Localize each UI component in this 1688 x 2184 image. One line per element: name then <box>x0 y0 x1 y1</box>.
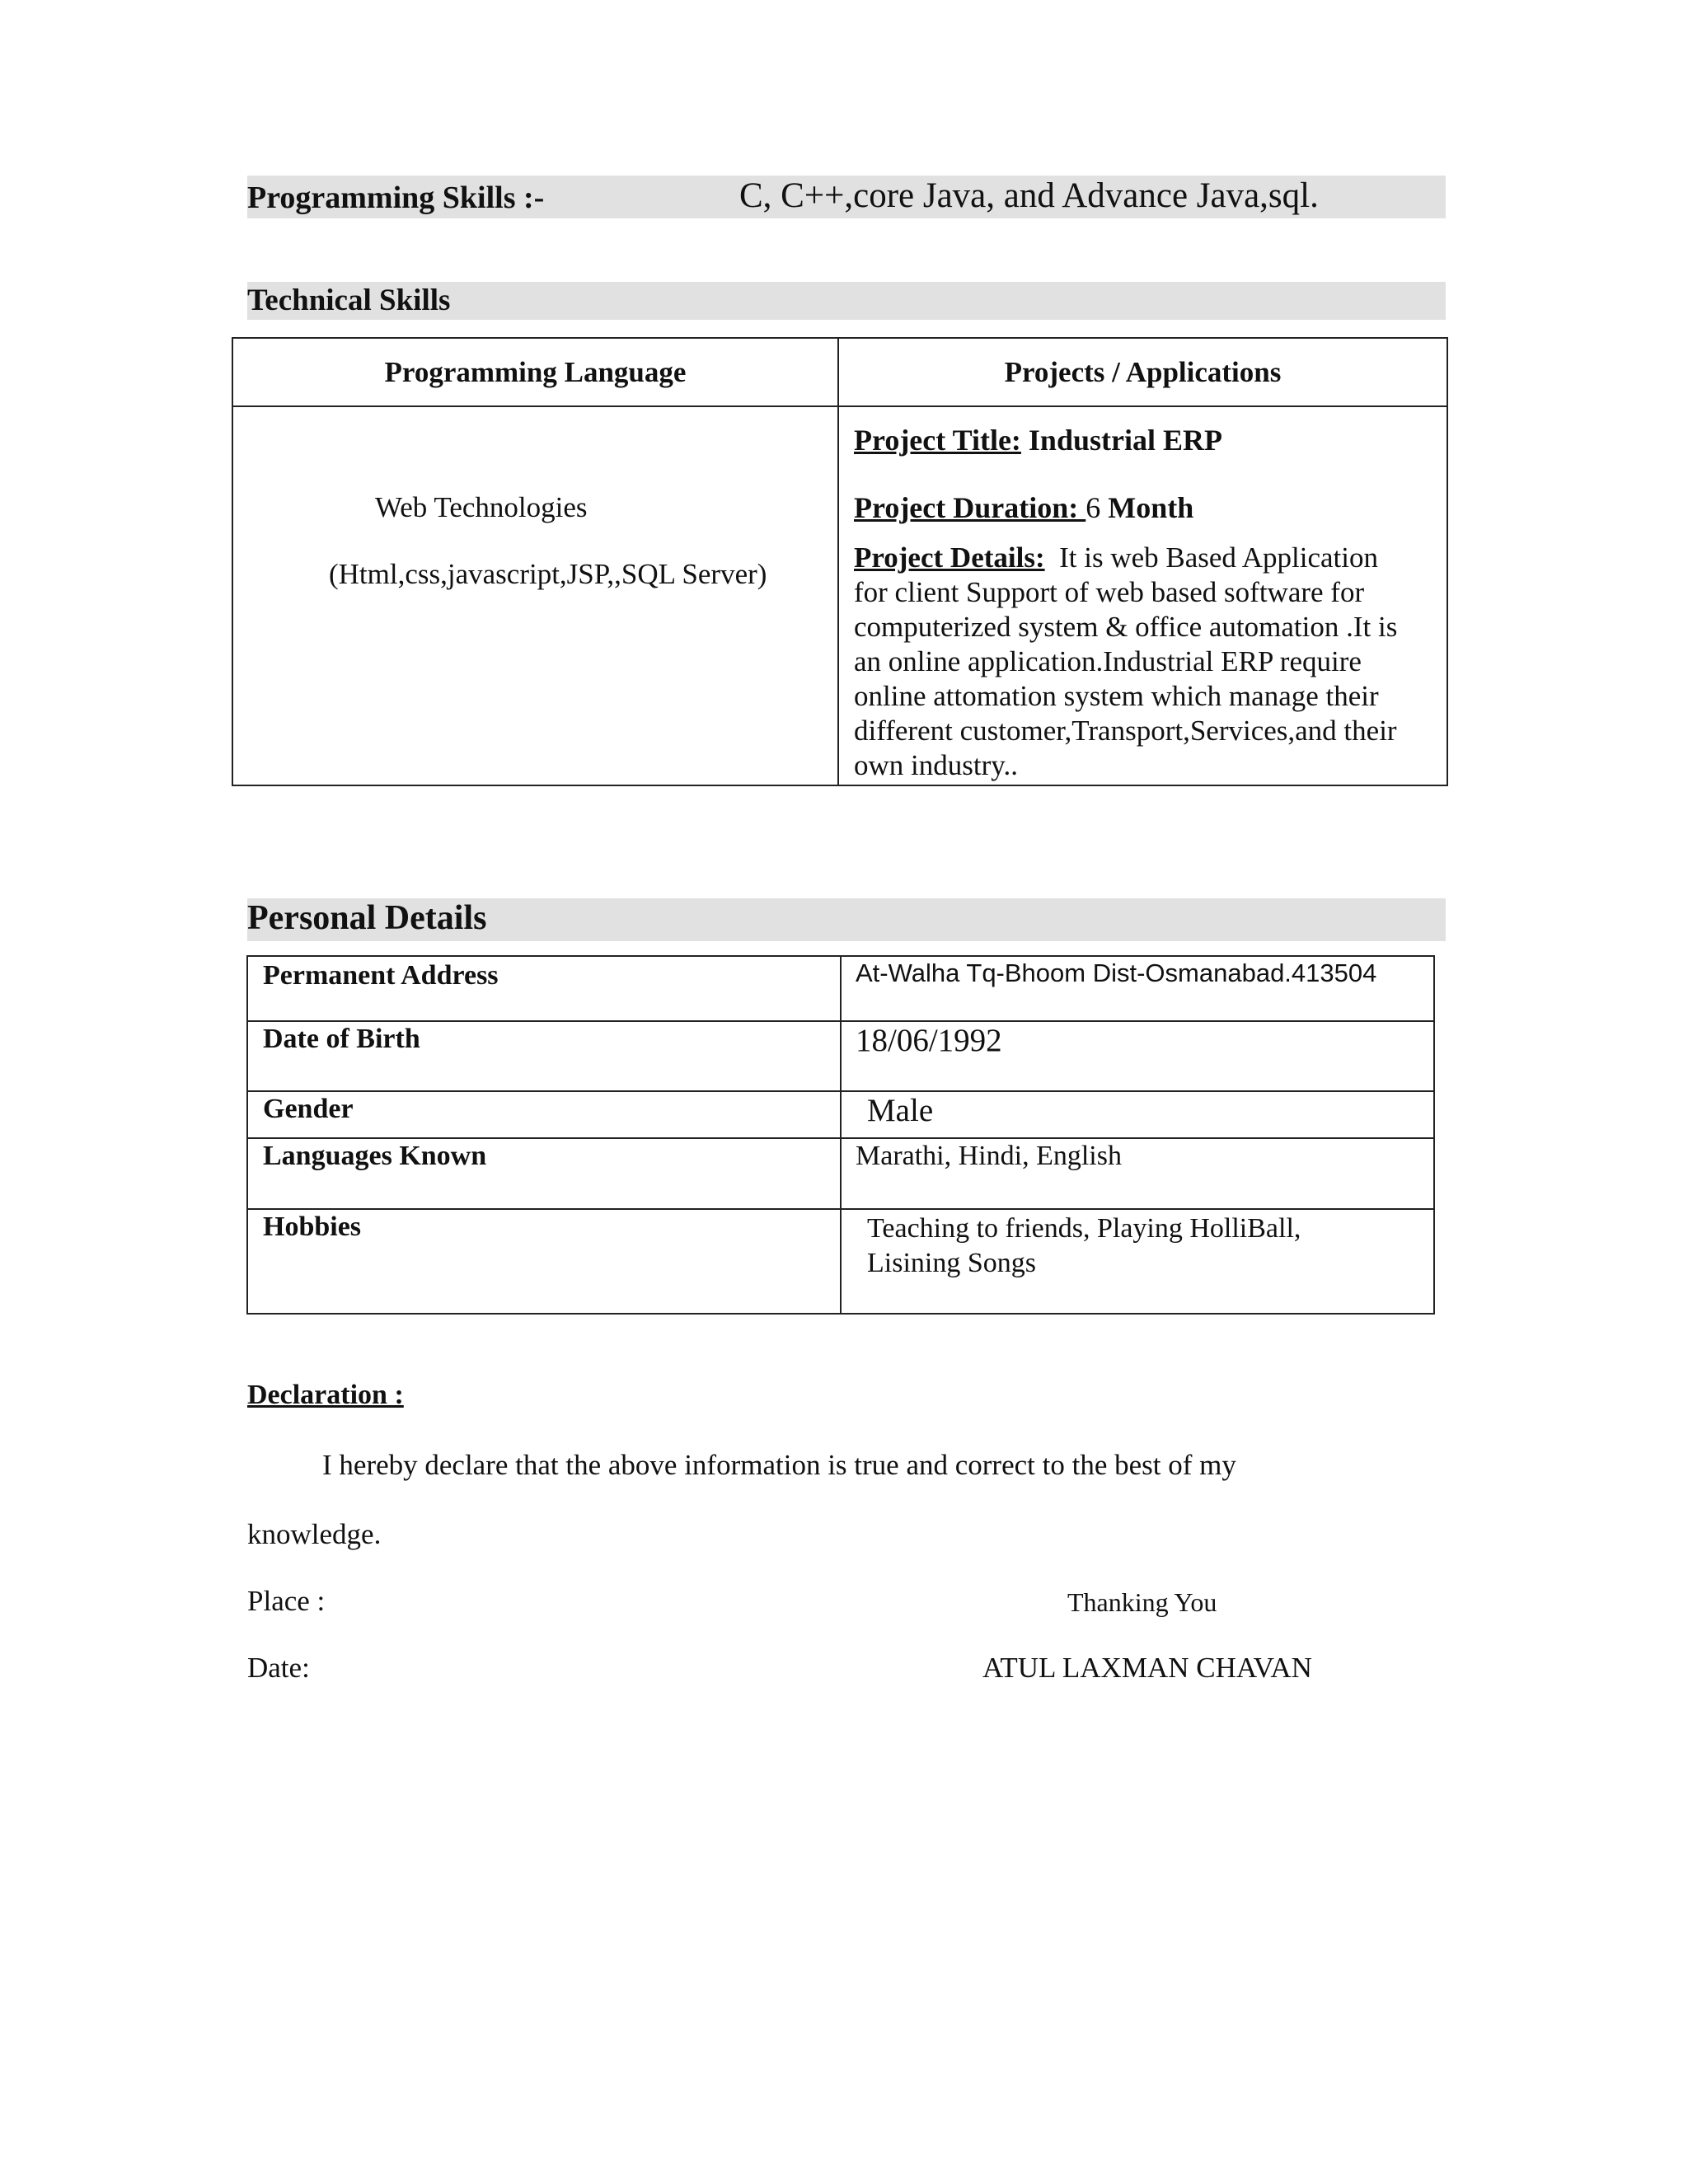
programming-skills-label: Programming Skills :- <box>247 180 545 215</box>
declaration-text-line2: knowledge. <box>247 1518 382 1550</box>
languages-known-label: Languages Known <box>263 1141 487 1171</box>
project-details-line: for client Support of web based software for <box>854 576 1365 608</box>
label-cell <box>247 1209 841 1314</box>
table-row <box>247 1021 1434 1091</box>
project-title-value: Industrial ERP <box>1028 424 1222 457</box>
label-cell <box>247 1138 841 1209</box>
table-row <box>247 1209 1434 1314</box>
project-details-line: different customer,Transport,Services,and their <box>854 715 1397 747</box>
date-label: Date: <box>247 1652 310 1684</box>
value-cell <box>841 1138 1434 1209</box>
label-cell <box>247 1021 841 1091</box>
date-of-birth-label: Date of Birth <box>263 1024 420 1054</box>
table-row <box>232 406 1447 785</box>
project-details-label: Project Details: <box>854 541 1045 574</box>
project-details-line: own industry.. <box>854 749 1018 781</box>
web-technologies-text: Web Technologies <box>375 491 588 523</box>
project-duration-unit: Month <box>1108 491 1194 524</box>
value-cell <box>841 956 1434 1021</box>
project-duration-number: 6 <box>1085 491 1101 524</box>
closing-text: Thanking You <box>1067 1587 1217 1617</box>
permanent-address-label: Permanent Address <box>263 960 499 991</box>
header-programming-language: Programming Language <box>384 355 687 388</box>
date-of-birth-value: 18/06/1992 <box>856 1023 1002 1058</box>
header-projects-applications: Projects / Applications <box>1004 355 1282 388</box>
declaration-text-line1: I hereby declare that the above information is true and correct to the best of my <box>322 1449 1236 1481</box>
gender-value: Male <box>867 1093 934 1128</box>
project-details-line: computerized system & office automation .It is <box>854 611 1398 643</box>
permanent-address-value: At-Walha Tq-Bhoom Dist-Osmanabad.413504 <box>856 958 1377 987</box>
value-cell <box>841 1091 1434 1138</box>
project-details-line: online attomation system which manage their <box>854 680 1379 712</box>
table-row <box>247 956 1434 1021</box>
hobbies-label: Hobbies <box>263 1212 362 1242</box>
technical-skills-title: Technical Skills <box>247 284 451 317</box>
project-title-label: Project Title: <box>854 424 1021 457</box>
header-cell-projects <box>838 338 1447 406</box>
project-details-line: Project Details: It is web Based Application <box>854 541 1378 574</box>
project-details-block <box>854 541 1397 783</box>
project-duration-label: Project Duration: <box>854 491 1086 524</box>
table-header-row <box>232 338 1447 406</box>
place-label: Place : <box>247 1585 326 1617</box>
value-cell <box>841 1209 1434 1314</box>
languages-known-value: Marathi, Hindi, English <box>856 1141 1122 1171</box>
hobbies-value: Teaching to friends, Playing HolliBall, Lisining Songs <box>867 1213 1301 1278</box>
project-cell <box>838 406 1447 785</box>
personal-details-table <box>246 955 1435 1315</box>
personal-details-title: Personal Details <box>247 899 487 937</box>
table-row <box>247 1138 1434 1209</box>
project-duration-line <box>854 490 1193 525</box>
project-title-line <box>854 423 1222 457</box>
value-cell <box>841 1021 1434 1091</box>
label-cell <box>247 1091 841 1138</box>
table-row <box>247 1091 1434 1138</box>
header-cell-language <box>232 338 838 406</box>
project-details-line: an online application.Industrial ERP require <box>854 645 1362 677</box>
technologies-list-text: (Html,css,javascript,JSP,,SQL Server) <box>329 558 767 590</box>
label-cell <box>247 956 841 1021</box>
declaration-title: Declaration : <box>247 1380 404 1410</box>
programming-skills-value: C, C++,core Java, and Advance Java,sql. <box>739 176 1319 215</box>
gender-label: Gender <box>263 1094 354 1124</box>
signature-name: ATUL LAXMAN CHAVAN <box>982 1652 1312 1684</box>
technical-skills-table <box>232 337 1448 786</box>
language-cell <box>232 406 838 785</box>
